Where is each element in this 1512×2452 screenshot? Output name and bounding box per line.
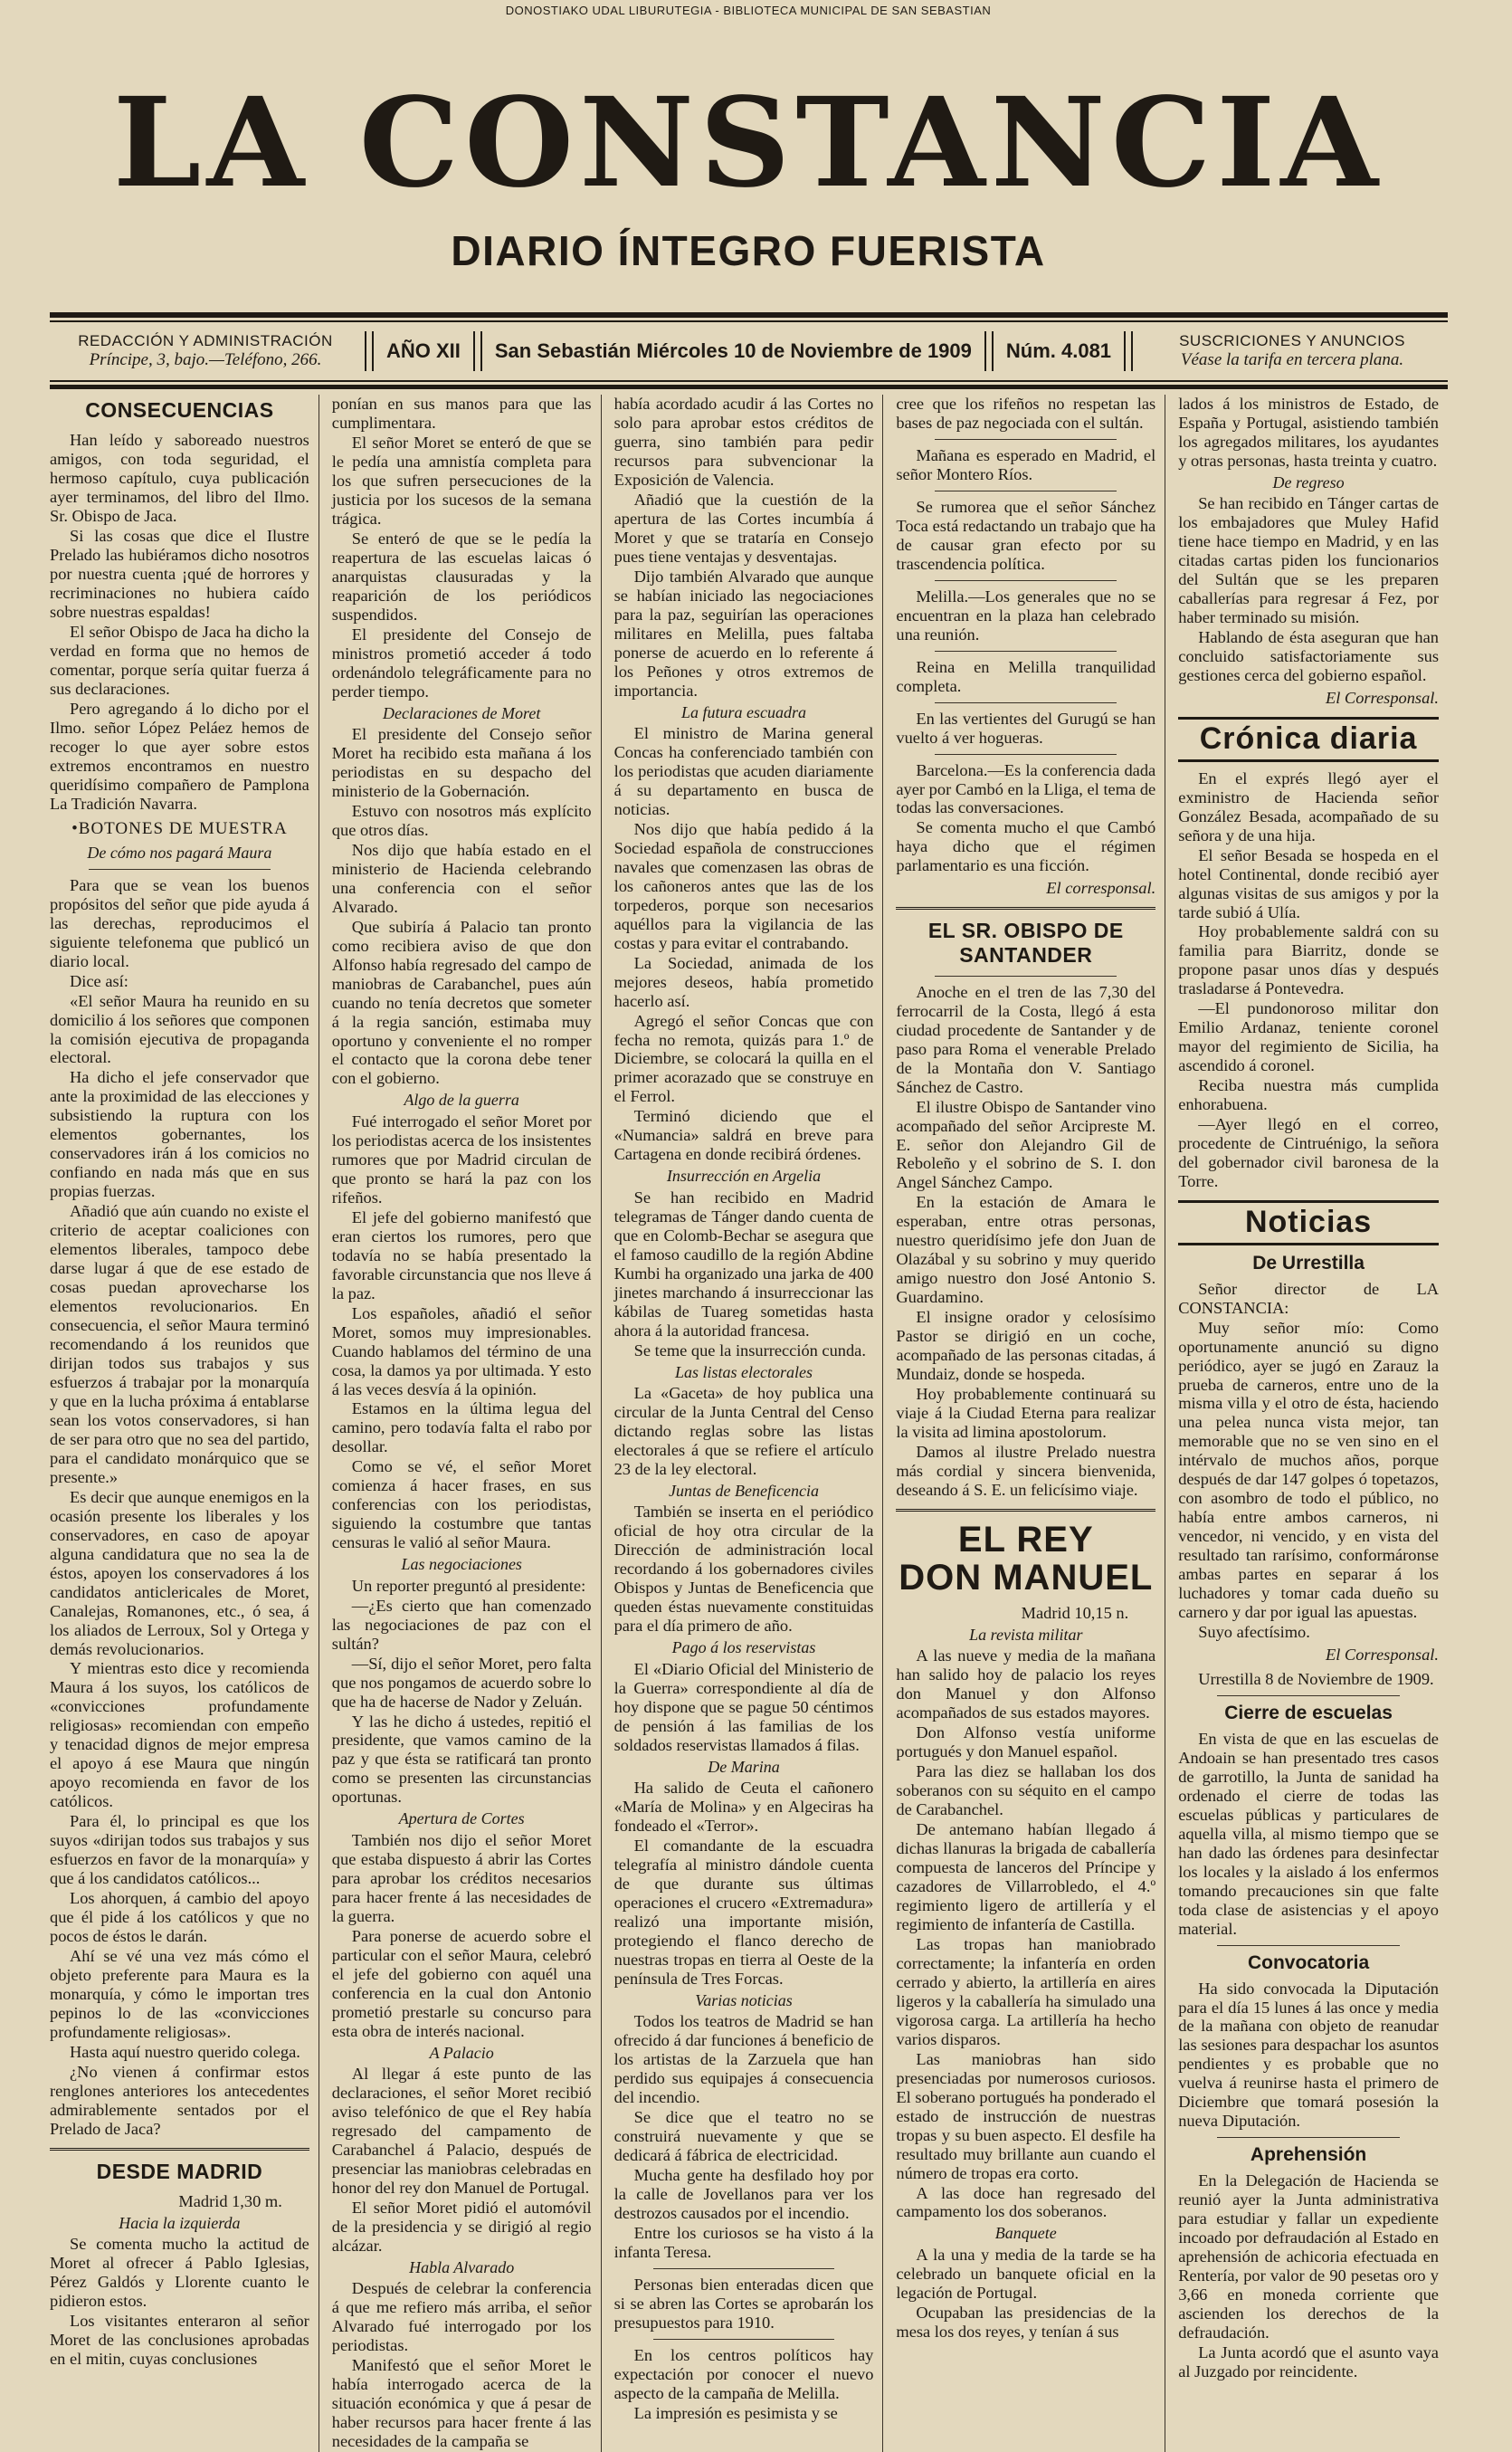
paragraph: Y mientras esto dice y recomienda Maura á los suyos, los católicos de «convicciones profundamente religiosas» recomiendan con empeño y tenacidad dignos de mejor empresa el apoyo á ese Maura que ningún apoyo recomienda en favor de los católicos.: [50, 1659, 309, 1811]
paragraph: —El pundonoroso militar don Emilio Ardanaz, teniente coronel mayor del regimiento de Sicilia, ha ascendido á coronel.: [1178, 999, 1439, 1075]
paragraph: A las doce han regresado del campamento los dos soberanos.: [896, 2183, 1156, 2221]
paragraph: —¿Es cierto que han comenzado las negociaciones de paz con el sultán?: [331, 1596, 592, 1653]
paragraph: Los visitantes enteraron al señor Moret de las conclusiones aprobadas en el mitin, cuyas conclusiones: [50, 2312, 309, 2369]
library-watermark: DONOSTIAKO UDAL LIBURUTEGIA - BIBLIOTECA MUNICIPAL DE SAN SEBASTIAN: [505, 4, 992, 17]
paragraph: Pero agregando á lo dicho por el Ilmo. señor López Peláez hemos de recoger lo que ayer sobre estos extremos encontramos en nuestro queridísimo compañero de Pamplona La Tradición Navarra.: [50, 699, 309, 813]
paragraph: Se teme que la insurrección cunda.: [633, 1340, 866, 1360]
signature: El Corresponsal.: [1325, 1646, 1439, 1665]
section-beneficencia: Juntas de Beneficencia: [669, 1481, 819, 1500]
column-1: [50, 395, 319, 2452]
article-title-escuelas: Cierre de escuelas: [1224, 1703, 1393, 1724]
separator: [653, 2268, 835, 2269]
paragraph: Suyo afectísimo.: [1198, 1623, 1310, 1642]
section-argelia: Insurrección en Argelia: [666, 1167, 822, 1186]
section-izquierda: Hacia la izquierda: [119, 2213, 241, 2232]
section-title-cronica: Crónica diaria: [1199, 721, 1418, 757]
article-title-urrestilla: De Urrestilla: [1252, 1252, 1365, 1274]
double-separator: [896, 1509, 1155, 1512]
paragraph: Hoy probablemente continuará su viaje á la Ciudad Eterna para realizar la visita ad limina apostolorum.: [896, 1385, 1156, 1442]
separator: [935, 702, 1117, 703]
suscripciones-label: SUSCRICIONES Y ANUNCIOS: [1179, 332, 1405, 350]
paragraph: El ministro de Marina general Concas ha conferenciado también con los periodistas que acuden diariamente á su departamento en busca de noticias.: [613, 724, 874, 818]
paragraph: Los españoles, añadió el señor Moret, somos muy impresionables. Cuando hablamos del término de una cosa, la damos ya por ultimada. Y esto á las veces desvía á la opinión.: [331, 1303, 592, 1398]
header-rule-top: [50, 312, 1448, 318]
paragraph: El presidente del Consejo señor Moret ha recibido esta mañana á los periodistas en su despacho del ministerio de la Gobernación.: [331, 725, 592, 800]
paragraph: Se enteró de que se le pedía la reapertura de las escuelas laicas ó anarquistas clausuradas y la reaparición de los periódicos suspendidos.: [331, 529, 592, 624]
paragraph: Se dice que el teatro no se construirá nuevamente y que se dedicará á fábrica de electricidad.: [613, 2108, 874, 2165]
paragraph: Añadió que la cuestión de la apertura de las Cortes incumbía á Moret y que se trataría en Consejo pues tiene ventajas y desventajas.: [613, 490, 874, 566]
info-separator: [365, 331, 374, 371]
paragraph: lados á los ministros de Estado, de España y Portugal, asistiendo también los agregados militares, los ayudantes y otras personas, hasta treinta y cuatro.: [1178, 395, 1439, 470]
section-maura: De cómo nos pagará Maura: [87, 844, 272, 863]
paragraph: Fué interrogado el señor Moret por los periodistas acerca de los insistentes rumores que por Madrid circulan de que pronto se hará la paz con los rifeños.: [331, 1112, 592, 1207]
issue-number: Núm. 4.081: [1005, 339, 1112, 362]
redaccion-label: REDACCIÓN Y ADMINISTRACIÓN: [78, 332, 333, 350]
paragraph: había acordado acudir á las Cortes no solo para aprobar estos créditos de guerra, sino también para pedir recursos para subvencionar la Exposición de Valencia.: [613, 395, 874, 489]
paragraph: Al llegar á este punto de las declaraciones, el señor Moret recibió aviso telefónico de que el Rey había regresado del campamento de Carabanchel á Palacio, después de presenciar las maniobras celebradas en honor del rey don Manuel de Portugal.: [331, 2065, 592, 2197]
info-separator: [984, 331, 994, 371]
paragraph: ponían en sus manos para que las cumplimentara.: [331, 395, 592, 432]
separator: [935, 651, 1117, 652]
info-bar: [50, 328, 1448, 375]
separator: [89, 869, 271, 870]
paragraph: Que subiría á Palacio tan pronto como recibiera aviso de que don Alfonso había regresado del campo de maniobras de Carabanchel, pues aún cuando no tenía decretos que someter á la regia sanción, estimaba muy oportuno y conveniente el no romper el contacto que la corona debe tener con el gobierno.: [331, 917, 592, 1088]
paragraph: Todos los teatros de Madrid se han ofrecido á dar funciones á beneficio de los artistas de la Zarzuela que han perdido sus equipajes á consecuencia del incendio.: [613, 2012, 874, 2107]
masthead-title: LA CONSTANCIA: [112, 71, 1384, 215]
paragraph: Y las he dicho á ustedes, repitió el presidente, que vamos camino de la paz y que ésta se ratificará tan pronto como se presenten las circunstancias oportunas.: [331, 1712, 592, 1807]
paragraph: Damos al ilustre Prelado nuestra más cordial y sincera bienvenida, deseando á S. E. un felicísimo viaje.: [896, 1443, 1156, 1499]
section-guerra: Algo de la guerra: [404, 1091, 519, 1110]
paragraph: La Sociedad, animada de los mejores deseos, había prometido hacerlo así.: [613, 953, 874, 1010]
paragraph: También nos dijo el señor Moret que estaba dispuesto á abrir las Cortes para aprobar los créditos necesarios para hacer frente á las necesidades de la guerra.: [331, 1830, 592, 1925]
paragraph: Se rumorea que el señor Sánchez Toca está redactando un trabajo que ha de causar gran efecto por su trascendencia política.: [896, 497, 1156, 573]
suscripciones-note: Véase la tarifa en tercera plana.: [1180, 349, 1404, 369]
paragraph: Han leído y saboreado nuestros amigos, con toda seguridad, el hermoso capítulo, cuya publicación ayer terminamos, del libro del Ilmo. Sr. Obispo de Jaca.: [50, 431, 309, 526]
article-title-aprehension: Aprehensión: [1250, 2144, 1367, 2166]
paragraph: Hasta aquí nuestro querido colega.: [70, 2042, 300, 2061]
paragraph: cree que los rifeños no respetan las bases de paz negociada con el sultán.: [896, 395, 1156, 432]
paragraph: El comandante de la escuadra telegrafía al ministro dándole cuenta de que durante sus últimas operaciones el crucero «Extremadura» realizó una importante misión, protegiendo el flanco derecho de nuestras tropas en tierra al Oeste de la península de Tres Forcas.: [613, 1836, 874, 1988]
paragraph: Anoche en el tren de las 7,30 del ferrocarril de la Costa, llegó á esta ciudad procedente de Santander y de paso para Roma el venerable Prelado de la Montaña don V. Santiago Sánchez de Castro.: [896, 982, 1156, 1096]
paragraph: En la Delegación de Hacienda se reunió ayer la Junta administrativa para estudiar y fallar un expediente incoado por defraudación al Estado en aprehensión de achicoria efectuada en Rentería, por valor de 90 pesetas oro y 3,66 en moneda corriente que ascienden los derechos de la defraudación.: [1178, 2171, 1439, 2342]
issue-date: San Sebastián Miércoles 10 de Noviembre de 1909: [494, 339, 972, 362]
section-negociaciones: Las negociaciones: [401, 1555, 522, 1574]
section-title-noticias: Noticias: [1244, 1205, 1373, 1240]
double-separator: [896, 907, 1155, 910]
paragraph: Nos dijo que había pedido á la Sociedad española de construcciones navales que comenzasen las obras de los cañoneros antes que las de los torpederos, porque son necesarios aquéllos para la vigilancia de las costas y para evitar el contrabando.: [613, 819, 874, 952]
paragraph: También se inserta en el periódico oficial de hoy otra circular de la Dirección de administración local recordando á los gobernadores civiles Obispos y Juntas de Beneficencia que queden éstas nuevamente constituidas para el día primero de año.: [613, 1503, 874, 1636]
paragraph: Se han recibido en Tánger cartas de los embajadores que Muley Hafid tiene hace tiempo en Madrid, y en las citadas cartas piden los funcionarios del Sultán que se les preparen caballerías para regresar á Fez, por haber terminado su misión.: [1178, 494, 1439, 627]
suscripciones-block: [1136, 332, 1448, 369]
paragraph: Se comenta mucho el que Cambó haya dicho que el régimen parlamentario es una ficción.: [896, 818, 1156, 875]
paragraph: Señor director de LA CONSTANCIA:: [1178, 1279, 1439, 1317]
paragraph: En las vertientes del Gurugú se han vuelto á ver hogueras.: [896, 709, 1156, 747]
paragraph: Hablando de ésta aseguran que han concluido satisfactoriamente sus gestiones cerca del gobierno español.: [1178, 628, 1439, 685]
cronica-header: [1178, 717, 1439, 762]
paragraph: Personas bien enteradas dicen que si se abren las Cortes se aprobarán los presupuestos para 1910.: [613, 2275, 874, 2332]
section-moret: Declaraciones de Moret: [383, 703, 541, 722]
paragraph: —Sí, dijo el señor Moret, pero falta que nos pongamos de acuerdo sobre lo que ha de hacerse de Nador y Zeluán.: [331, 1654, 592, 1711]
noticias-header: [1178, 1200, 1439, 1245]
paragraph: La Junta acordó que el asunto vaya al Juzgado por reincidente.: [1178, 2342, 1439, 2380]
signature: El Corresponsal.: [1325, 689, 1439, 708]
paragraph: Se han recibido en Madrid telegramas de Tánger dando cuenta de que en Colomb-Bechar se asegura que el famoso caudillo de la región Abdine Kumbi ha organizado una jarka de 400 jinetes marchando á insurreccionar las kábilas de Tuareg sometidas hasta ahora á la autoridad francesa.: [613, 1188, 874, 1340]
paragraph: Agregó el señor Concas que con fecha no remota, quizás para 1.º de Diciembre, se colocará la quilla en el primer acorazado que se construye en el Ferrol.: [613, 1011, 874, 1106]
paragraph: Hoy probablemente saldrá con su familia para Biarritz, donde se propone pasar unos días y después trasladarse á Pontevedra.: [1178, 922, 1439, 998]
column-2: [332, 395, 602, 2452]
rey-title-line-1: EL REY: [957, 1519, 1094, 1560]
column-5: [1178, 395, 1448, 2452]
separator: [935, 439, 1117, 440]
paragraph: En la estación de Amara le esperaban, entre otras personas, nuestro queridísimo jefe don Juan de Olazábal y su sobrino y muy querido amigo nuestro don José Antonio S. Guardamino.: [896, 1193, 1156, 1307]
paragraph: Si las cosas que dice el Ilustre Prelado las hubiéramos dicho nosotros por nuestra cuenta ¡qué de horrores y recriminaciones no hubiera caído sobre nuestras espaldas!: [50, 527, 309, 621]
masthead-subtitle: DIARIO ÍNTEGRO FUERISTA: [451, 227, 1046, 274]
paragraph: Después de celebrar la conferencia á que me refiero más arriba, el señor Alvarado fué interrogado por los periodistas.: [331, 2279, 592, 2355]
paragraph: Reciba nuestra más cumplida enhorabuena.: [1178, 1076, 1439, 1114]
paragraph: El insigne orador y celosísimo Pastor se dirigió en un coche, acompañado de las personas citadas, á Mundaiz, donde se hospeda.: [896, 1308, 1156, 1384]
dateline: Madrid 1,30 m.: [178, 2191, 282, 2210]
column-3: [614, 395, 884, 2452]
paragraph: El «Diario Oficial del Ministerio de la Guerra» correspondiente al día de hoy dispone que se pague 50 céntimos de pensión á las familias de los soldados reservistas llamados á filas.: [613, 1659, 874, 1754]
paragraph: Ha salido de Ceuta el cañonero «María de Molina» y en Algeciras ha fondeado el «Terror».: [613, 1779, 874, 1835]
paragraph: «El señor Maura ha reunido en su domicilio á los señores que componen la comisión ejecutiva de propaganda electoral.: [50, 991, 309, 1067]
paragraph: El ilustre Obispo de Santander vino acompañado del señor Arcipreste M. E. señor don Alejandro Gil de Reboleño y el sobrino de S. I. don Angel Sánchez Campo.: [896, 1097, 1156, 1192]
paragraph: El señor Besada se hospeda en el hotel Continental, donde recibió ayer algunas visitas de sus amigos y por la tarde subió á Ulía.: [1178, 845, 1439, 921]
section-listas: Las listas electorales: [674, 1362, 813, 1381]
section-marina: De Marina: [708, 1757, 780, 1776]
article-title-consecuencias: CONSECUENCIAS: [85, 398, 274, 422]
separator: [1217, 2137, 1399, 2138]
paragraph: La «Gaceta» de hoy publica una circular de la Junta Central del Censo dictando reglas sobre las listas electorales á que se refiere el artículo 23 de la ley electoral.: [613, 1384, 874, 1478]
paragraph: Muy señor mío: Como oportunamente anunció su digno periódico, ayer se jugó en Zarauz la prueba de carneros, entre uno de la misma villa y el otro de ésta, haciendo una pelea nunca vista mejor, tan memorable que no se ven sino en el intérvalo de muchos años, porque después de dar 147 golpes ó topetazos, con asombro de todo el público, no había entre ambos carneros, ni vencedor, ni vencido, y en vista del resultado tan rarísimo, conformáronse ambas partes en separar á los luchadores y tomar cada dueño su carnero y dar por igual las apuestas.: [1178, 1318, 1439, 1622]
paragraph: Un reporter preguntó al presidente:: [351, 1576, 586, 1595]
paragraph: Para las diez se hallaban los dos soberanos con su séquito en el campo de Carabanchel.: [896, 1762, 1156, 1819]
separator: [935, 976, 1117, 977]
paragraph: Melilla.—Los generales que no se encuentran en la plaza han celebrado una reunión.: [896, 587, 1156, 644]
redaccion-block: [50, 332, 361, 369]
issue-year: AÑO XII: [385, 339, 461, 362]
paragraph: En el exprés llegó ayer el exministro de Hacienda señor González Besada, acompañado de su señora y de una hija.: [1178, 768, 1439, 844]
paragraph: Ha sido convocada la Diputación para el día 15 lunes á las once y media de la mañana con objeto de reanudar las sesiones para despachar los asuntos pendientes y es probable que no vuelva á reunirse hasta el primero de Diciembre que tomará posesión la nueva Diputación.: [1178, 1979, 1439, 2131]
paragraph: Dice así:: [70, 971, 128, 990]
separator: [1217, 1695, 1399, 1696]
separator: [935, 754, 1117, 755]
paragraph: Barcelona.—Es la conferencia dada ayer por Cambó en la Lliga, el tema de todas las conversaciones.: [896, 760, 1156, 817]
paragraph: Ha dicho el jefe conservador que ante la proximidad de las elecciones y subsistiendo la ruptura con los elementos gobernantes, los conservadores irán á los comicios no confiando en nada más que en sus propias fuerzas.: [50, 1068, 309, 1201]
paragraph: Don Alfonso vestía uniforme portugués y don Manuel español.: [896, 1723, 1156, 1761]
dateline: Madrid 10,15 n.: [1021, 1603, 1129, 1622]
section-revista: La revista militar: [969, 1625, 1083, 1644]
paragraph: Ahí se vé una vez más cómo el objeto preferente para Maura es la monarquía, y cómo le importan tres pepinos lo de las «convicciones profundamente religiosas».: [50, 1947, 309, 2041]
redaccion-address: Príncipe, 3, bajo.—Teléfono, 266.: [89, 349, 322, 369]
paragraph: Reina en Melilla tranquilidad completa.: [896, 657, 1156, 695]
page-columns: [50, 395, 1448, 2450]
header-rule-bottom-thin: [50, 380, 1448, 382]
double-separator: [50, 2148, 309, 2151]
paragraph: Las maniobras han sido presenciadas por numerosos curiosos. El soberano portugués ha ponderado el estado de instrucción de nuestras tropas y su buen aspecto. El desfile ha resultado muy brillante aun cuando el número de tropas era corto.: [896, 2049, 1156, 2182]
section-alvarado: Habla Alvarado: [409, 2257, 515, 2276]
paragraph: Es decir que aunque enemigos en la ocasión presente los liberales y los conservadores, en caso de apoyar alguna candidatura que no sea la de éstos, apoyen los conservadores á los candidatos anticlericales de Moret, Canalejas, Romanones, etc., ó sea, á los aliados de Lerroux, Sol y Ortega y demás revolucionarios.: [50, 1487, 309, 1658]
paragraph: El señor Obispo de Jaca ha dicho la verdad en forma que no hemos de comentar, porque sería quitar fuerza á sus declaraciones.: [50, 622, 309, 698]
paragraph: —Ayer llegó en el correo, procedente de Cintruénigo, la señora del gobernador civil baronesa de la Torre.: [1178, 1115, 1439, 1191]
article-title-obispo: EL SR. OBISPO DE SANTANDER: [927, 919, 1124, 967]
separator: [653, 2339, 835, 2340]
paragraph: Mucha gente ha desfilado hoy por la calle de Jovellanos para ver los destrozos causados por el incendio.: [613, 2165, 874, 2222]
column-4: [896, 395, 1165, 2452]
article-title-rey: [896, 1521, 1155, 1597]
paragraph: Mañana es esperado en Madrid, el señor Montero Ríos.: [896, 445, 1156, 483]
paragraph: Terminó diciendo que el «Numancia» saldrá en breve para Cartagena en donde recibirá órdenes.: [613, 1107, 874, 1164]
info-separator: [473, 331, 482, 371]
section-botones: •BOTONES DE MUESTRA: [71, 818, 288, 838]
paragraph: Como se vé, el señor Moret comienza á hacer frases, en sus conferencias con los periodistas, siguiendo la costumbre que tantas censuras le valió al señor Maura.: [331, 1457, 592, 1552]
paragraph: Se comenta mucho la actitud de Moret al ofrecer á Pablo Iglesias, Pérez Galdós y Llorente cuanto le pidieron estos.: [50, 2235, 309, 2311]
section-reservistas: Pago á los reservistas: [671, 1638, 816, 1657]
section-palacio: A Palacio: [429, 2043, 494, 2062]
paragraph: En vista de que en las escuelas de Andoain se han presentado tres casos de garrotillo, la Junta de sanidad ha ordenado el cierre de todas las escuelas públicas y particulares de aquella villa, al mismo tiempo que se han dado las órdenes para desinfectar los locales y la aislado á los enfermos tomando precauciones sin que falte toda clase de asistencias y el apoyo material.: [1178, 1729, 1439, 1938]
paragraph: Dijo también Alvarado que aunque se habían iniciado las negociaciones para la paz, seguirían las operaciones militares en Melilla, pues faltaba ponerse de acuerdo en lo referente á los Peñones y otros extremos de importancia.: [613, 567, 874, 700]
paragraph: Nos dijo que había estado en el ministerio de Hacienda celebrando una conferencia con el señor Alvarado.: [331, 840, 592, 916]
paragraph: Estamos en la última legua del camino, pero todavía falta el rabo por desollar.: [331, 1399, 592, 1456]
paragraph: Para él, lo principal es que los suyos «dirijan todos sus trabajos y sus esfuerzos en favor de la monarquía» y que á los candidatos católicos...: [50, 1812, 309, 1888]
section-escuadra: La futura escuadra: [680, 702, 806, 721]
paragraph: A la una y media de la tarde se ha celebrado un banquete oficial en la legación de Portugal.: [896, 2245, 1156, 2302]
separator: [1217, 1945, 1399, 1946]
paragraph: De antemano habían llegado á dichas llanuras la brigada de caballería compuesta de lanceros del Príncipe y cazadores de Villarrobledo, el 4.º regimiento ligero de artillería y el regimiento de infantería de Castilla.: [896, 1820, 1156, 1933]
paragraph: Entre los curiosos se ha visto á la infanta Teresa.: [613, 2223, 874, 2261]
paragraph: ¿No vienen á confirmar estos renglones anteriores los antecedentes admirablemente sentados por el Prelado de Jaca?: [50, 2062, 309, 2138]
paragraph: Manifestó que el señor Moret le había interrogado acerca de la situación económica y que á pesar de haber recursos para hacer frente á las necesidades de la campaña se: [331, 2356, 592, 2450]
paragraph: El señor Moret se enteró de que se le pedía una amnistía completa para los que sufren persecuciones de la justicia por los sucesos de la semana trágica.: [331, 433, 592, 528]
paragraph: En los centros políticos hay expectación por conocer el nuevo aspecto de la campaña de Melilla.: [613, 2345, 874, 2402]
paragraph: El presidente del Consejo de ministros prometió acceder á todo ordenándolo telegráficamente para no perder tiempo.: [331, 625, 592, 701]
section-regreso: De regreso: [1272, 472, 1345, 491]
section-banquete: Banquete: [994, 2224, 1057, 2243]
section-varias: Varias noticias: [695, 1990, 793, 2009]
paragraph: Para que se vean los buenos propósitos del señor que pide ayuda á las derechas, reproducimos el siguiente telefonema que publicó un diario local.: [50, 875, 309, 970]
signature: El corresponsal.: [1046, 879, 1156, 898]
paragraph: Añadió que aún cuando no existe el criterio de aceptar coaliciones con elementos liberales, tampoco debe darse lugar á que de ese estado de cosas puedan aprovecharse los elementos revolucionarios. En consecuencia, el señor Maura terminó recomendando á los reunidos que dirijan todos sus trabajos y sus esfuerzos á trabajar por la monarquía y que en la lucha próxima á entablarse sean los votos conservadores, si han de ser para otro que no sea del partido, para el candidato monárquico que se presente.»: [50, 1202, 309, 1486]
separator: [935, 580, 1117, 581]
info-separator: [1124, 331, 1133, 371]
paragraph: Los ahorquen, á cambio del apoyo que él pide á los católicos y que no pocos de éstos le darán.: [50, 1889, 309, 1946]
article-title-convocatoria: Convocatoria: [1247, 1951, 1370, 1973]
section-cortes: Apertura de Cortes: [398, 1809, 525, 1828]
paragraph: El jefe del gobierno manifestó que eran ciertos los rumores, pero que todavía no se había presentado la favorable circunstancia que nos lleve á la paz.: [331, 1207, 592, 1302]
paragraph: La impresión es pesimista y se: [633, 2403, 838, 2422]
header-rule-top-thin: [50, 320, 1448, 322]
paragraph: A las nueve y media de la mañana han salido hoy de palacio los reyes don Manuel y don Alfonso acompañados de sus estados mayores.: [896, 1646, 1156, 1722]
article-title-madrid: DESDE MADRID: [96, 2159, 263, 2183]
paragraph: Ocupaban las presidencias de la mesa los dos reyes, y tenían á sus: [896, 2303, 1156, 2341]
paragraph: El señor Moret pidió el automóvil de la presidencia y se dirigió al regio alcázar.: [331, 2198, 592, 2255]
header-rule-bottom: [50, 385, 1448, 389]
rey-title-line-2: DON MANUEL: [899, 1557, 1154, 1598]
paragraph: Para ponerse de acuerdo sobre el particular con el señor Maura, celebró el jefe del gobierno con aquél una conferencia en la cual don Antonio prometió prestarle su concurso para esta obra de interés nacional.: [331, 1926, 592, 2040]
paragraph: Estuvo con nosotros más explícito que otros días.: [331, 801, 592, 839]
paragraph: Urrestilla 8 de Noviembre de 1909.: [1198, 1670, 1434, 1689]
paragraph: Las tropas han maniobrado correctamente; la infantería en orden cerrado y abierto, la artillería en aires ligeros y la caballería ha simulado una vigorosa carga. La artillería ha hecho varios disparos.: [896, 1934, 1156, 2048]
